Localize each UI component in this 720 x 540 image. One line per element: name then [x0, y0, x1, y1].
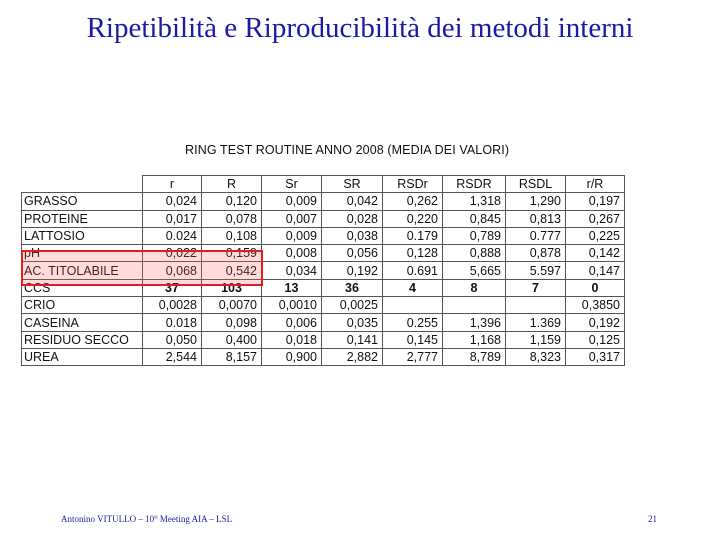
footer-author: Antonino VITULLO – 10° Meeting AIA – LSL	[61, 514, 233, 524]
table-cell: 0,068	[143, 262, 202, 279]
table-cell: 0,018	[262, 331, 322, 348]
table-cell: 1,318	[443, 193, 506, 210]
table-cell: 0,159	[202, 245, 262, 262]
table-row	[22, 262, 625, 279]
table-cell: 0,900	[262, 348, 322, 365]
table-header-row	[22, 176, 625, 193]
page-number: 21	[648, 514, 657, 524]
row-label: CASEINA	[22, 314, 143, 331]
table-body	[22, 193, 625, 366]
row-label: CCS	[22, 279, 143, 296]
table-cell: 2,882	[322, 348, 383, 365]
table-cell: 0,197	[566, 193, 625, 210]
table-cell: 0,262	[383, 193, 443, 210]
header-R: R	[202, 176, 262, 193]
table-cell: 0,028	[322, 210, 383, 227]
table-cell: 0.255	[383, 314, 443, 331]
table-cell: 5.597	[506, 262, 566, 279]
table-cell: 1,290	[506, 193, 566, 210]
table-cell: 0,0010	[262, 297, 322, 314]
table-cell: 0,050	[143, 331, 202, 348]
header-r-over-R: r/R	[566, 176, 625, 193]
table-cell: 0,006	[262, 314, 322, 331]
table-cell: 0,042	[322, 193, 383, 210]
row-label: UREA	[22, 348, 143, 365]
table-cell: 0,098	[202, 314, 262, 331]
table-cell: 0,008	[262, 245, 322, 262]
table-cell: 1,396	[443, 314, 506, 331]
table-cell: 0,078	[202, 210, 262, 227]
table-row	[22, 314, 625, 331]
table-cell: 0,007	[262, 210, 322, 227]
table-cell: 36	[322, 279, 383, 296]
table-cell: 0,813	[506, 210, 566, 227]
table-row	[22, 210, 625, 227]
table-cell: 5,665	[443, 262, 506, 279]
table-cell: 0	[566, 279, 625, 296]
table-cell: 0,888	[443, 245, 506, 262]
table-row	[22, 193, 625, 210]
table-cell: 0,108	[202, 227, 262, 244]
header-Sr: Sr	[262, 176, 322, 193]
header-SR: SR	[322, 176, 383, 193]
table-cell: 0,192	[322, 262, 383, 279]
header-corner	[22, 176, 143, 193]
table-cell: 0,0070	[202, 297, 262, 314]
table-cell: 8,323	[506, 348, 566, 365]
table-cell: 0,225	[566, 227, 625, 244]
table-cell: 0.777	[506, 227, 566, 244]
row-label: LATTOSIO	[22, 227, 143, 244]
slide-title: Ripetibilità e Riproducibilità dei metodi interni	[86, 12, 634, 44]
table-cell: 0,878	[506, 245, 566, 262]
table-cell: 2,777	[383, 348, 443, 365]
row-label: PROTEINE	[22, 210, 143, 227]
table-cell: 0.691	[383, 262, 443, 279]
table-cell: 0,147	[566, 262, 625, 279]
table-cell: 7	[506, 279, 566, 296]
header-RSDr: RSDr	[383, 176, 443, 193]
table-cell: 8	[443, 279, 506, 296]
table-cell	[383, 297, 443, 314]
table-cell: 0,0025	[322, 297, 383, 314]
table-cell: 8,157	[202, 348, 262, 365]
table-cell: 103	[202, 279, 262, 296]
table-cell: 4	[383, 279, 443, 296]
table-cell: 0,142	[566, 245, 625, 262]
table-row	[22, 227, 625, 244]
table-cell: 0,789	[443, 227, 506, 244]
table-cell: 0.179	[383, 227, 443, 244]
header-r: r	[143, 176, 202, 193]
table-row	[22, 297, 625, 314]
table-cell: 0,024	[143, 193, 202, 210]
row-label: CRIO	[22, 297, 143, 314]
table-cell: 0,034	[262, 262, 322, 279]
table-cell: 0,009	[262, 193, 322, 210]
table-cell: 0,022	[143, 245, 202, 262]
table-cell: 0,0028	[143, 297, 202, 314]
table-cell: 0,267	[566, 210, 625, 227]
table-cell: 0,056	[322, 245, 383, 262]
table-row	[22, 245, 625, 262]
table-cell: 2,544	[143, 348, 202, 365]
table-cell: 0,542	[202, 262, 262, 279]
table-cell: 0,145	[383, 331, 443, 348]
table-cell: 0,192	[566, 314, 625, 331]
table-cell: 0,141	[322, 331, 383, 348]
row-label: RESIDUO SECCO	[22, 331, 143, 348]
row-label: AC. TITOLABILE	[22, 262, 143, 279]
table-cell	[506, 297, 566, 314]
ring-test-table	[21, 175, 625, 366]
table-cell: 0,845	[443, 210, 506, 227]
table-cell: 37	[143, 279, 202, 296]
table-cell: 0,125	[566, 331, 625, 348]
table-cell: 13	[262, 279, 322, 296]
table-row	[22, 279, 625, 296]
row-label: pH	[22, 245, 143, 262]
table-cell: 1,168	[443, 331, 506, 348]
table-cell: 0,220	[383, 210, 443, 227]
table-row	[22, 331, 625, 348]
table-row	[22, 348, 625, 365]
table-cell: 0,009	[262, 227, 322, 244]
table-cell: 0.018	[143, 314, 202, 331]
table-cell: 0,317	[566, 348, 625, 365]
table-cell: 0,128	[383, 245, 443, 262]
header-RSDL: RSDL	[506, 176, 566, 193]
table-cell	[443, 297, 506, 314]
table-cell: 0.024	[143, 227, 202, 244]
table-cell: 0,3850	[566, 297, 625, 314]
table-cell: 1.369	[506, 314, 566, 331]
table-cell: 0,035	[322, 314, 383, 331]
table-cell: 0,400	[202, 331, 262, 348]
table-cell: 1,159	[506, 331, 566, 348]
table-cell: 0,038	[322, 227, 383, 244]
table-cell: 0,120	[202, 193, 262, 210]
row-label: GRASSO	[22, 193, 143, 210]
table-cell: 0,017	[143, 210, 202, 227]
header-RSDR: RSDR	[443, 176, 506, 193]
table-caption: RING TEST ROUTINE ANNO 2008 (MEDIA DEI VALORI)	[185, 143, 510, 157]
table-cell: 8,789	[443, 348, 506, 365]
